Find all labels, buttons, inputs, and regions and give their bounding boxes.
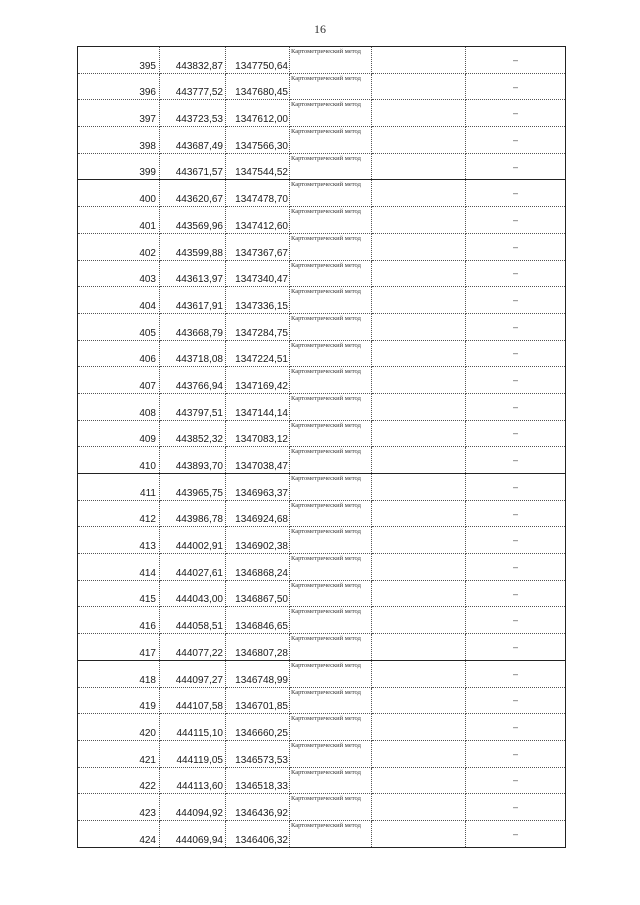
point-number-cell: 412 — [78, 500, 160, 527]
point-number-cell: 407 — [78, 367, 160, 394]
empty-cell — [372, 660, 466, 687]
note-cell: – — [466, 100, 566, 127]
empty-cell — [372, 233, 466, 260]
note-cell: – — [466, 180, 566, 207]
empty-cell — [372, 634, 466, 661]
point-number-cell: 418 — [78, 660, 160, 687]
point-number-cell: 410 — [78, 447, 160, 474]
empty-cell — [372, 740, 466, 767]
y-coordinate-cell: 1347680,45 — [226, 73, 290, 100]
note-cell: – — [466, 794, 566, 821]
table-row — [78, 260, 566, 287]
table-row — [78, 687, 566, 714]
empty-cell — [372, 100, 466, 127]
table-row — [78, 73, 566, 100]
note-cell: – — [466, 233, 566, 260]
empty-cell — [372, 580, 466, 607]
x-coordinate-cell: 444107,58 — [160, 687, 226, 714]
y-coordinate-cell: 1347750,64 — [226, 47, 290, 74]
x-coordinate-cell: 443718,08 — [160, 340, 226, 367]
table-row — [78, 767, 566, 794]
note-cell: – — [466, 714, 566, 741]
x-coordinate-cell: 443599,88 — [160, 233, 226, 260]
empty-cell — [372, 287, 466, 314]
table-row — [78, 233, 566, 260]
method-cell: Картометрический метод — [290, 607, 372, 634]
y-coordinate-cell: 1347144,14 — [226, 393, 290, 420]
x-coordinate-cell: 444097,27 — [160, 660, 226, 687]
empty-cell — [372, 820, 466, 847]
x-coordinate-cell: 443852,32 — [160, 420, 226, 447]
x-coordinate-cell: 444077,22 — [160, 634, 226, 661]
point-number-cell: 409 — [78, 420, 160, 447]
empty-cell — [372, 153, 466, 180]
method-cell: Картометрический метод — [290, 180, 372, 207]
x-coordinate-cell: 444027,61 — [160, 554, 226, 581]
y-coordinate-cell: 1346518,33 — [226, 767, 290, 794]
note-cell: – — [466, 554, 566, 581]
point-number-cell: 405 — [78, 313, 160, 340]
empty-cell — [372, 527, 466, 554]
table-row — [78, 500, 566, 527]
x-coordinate-cell: 443893,70 — [160, 447, 226, 474]
empty-cell — [372, 367, 466, 394]
table-row — [78, 527, 566, 554]
point-number-cell: 398 — [78, 127, 160, 154]
x-coordinate-cell: 443797,51 — [160, 393, 226, 420]
x-coordinate-cell: 444043,00 — [160, 580, 226, 607]
x-coordinate-cell: 443766,94 — [160, 367, 226, 394]
y-coordinate-cell: 1346701,85 — [226, 687, 290, 714]
point-number-cell: 417 — [78, 634, 160, 661]
point-number-cell: 396 — [78, 73, 160, 100]
table-row — [78, 153, 566, 180]
table-row — [78, 47, 566, 74]
x-coordinate-cell: 443723,53 — [160, 100, 226, 127]
x-coordinate-cell: 443671,57 — [160, 153, 226, 180]
method-cell: Картометрический метод — [290, 527, 372, 554]
point-number-cell: 402 — [78, 233, 160, 260]
method-cell: Картометрический метод — [290, 367, 372, 394]
empty-cell — [372, 554, 466, 581]
x-coordinate-cell: 444115,10 — [160, 714, 226, 741]
table-row — [78, 100, 566, 127]
method-cell: Картометрический метод — [290, 260, 372, 287]
empty-cell — [372, 47, 466, 74]
point-number-cell: 419 — [78, 687, 160, 714]
y-coordinate-cell: 1347038,47 — [226, 447, 290, 474]
note-cell: – — [466, 287, 566, 314]
note-cell: – — [466, 500, 566, 527]
note-cell: – — [466, 634, 566, 661]
method-cell: Картометрический метод — [290, 287, 372, 314]
table-row — [78, 420, 566, 447]
x-coordinate-cell: 443620,67 — [160, 180, 226, 207]
point-number-cell: 408 — [78, 393, 160, 420]
note-cell: – — [466, 393, 566, 420]
point-number-cell: 414 — [78, 554, 160, 581]
y-coordinate-cell: 1346902,38 — [226, 527, 290, 554]
table-row — [78, 607, 566, 634]
method-cell: Картометрический метод — [290, 313, 372, 340]
empty-cell — [372, 207, 466, 234]
method-cell: Картометрический метод — [290, 207, 372, 234]
y-coordinate-cell: 1347478,70 — [226, 180, 290, 207]
point-number-cell: 400 — [78, 180, 160, 207]
point-number-cell: 401 — [78, 207, 160, 234]
empty-cell — [372, 474, 466, 501]
y-coordinate-cell: 1347340,47 — [226, 260, 290, 287]
note-cell: – — [466, 660, 566, 687]
note-cell: – — [466, 260, 566, 287]
table-row — [78, 580, 566, 607]
point-number-cell: 406 — [78, 340, 160, 367]
y-coordinate-cell: 1347566,30 — [226, 127, 290, 154]
point-number-cell: 399 — [78, 153, 160, 180]
x-coordinate-cell: 443617,91 — [160, 287, 226, 314]
x-coordinate-cell: 444002,91 — [160, 527, 226, 554]
x-coordinate-cell: 444119,05 — [160, 740, 226, 767]
point-number-cell: 395 — [78, 47, 160, 74]
coordinates-table — [77, 46, 566, 848]
empty-cell — [372, 393, 466, 420]
point-number-cell: 397 — [78, 100, 160, 127]
method-cell: Картометрический метод — [290, 767, 372, 794]
note-cell: – — [466, 767, 566, 794]
point-number-cell: 411 — [78, 474, 160, 501]
note-cell: – — [466, 153, 566, 180]
y-coordinate-cell: 1346846,65 — [226, 607, 290, 634]
y-coordinate-cell: 1347367,67 — [226, 233, 290, 260]
table-row — [78, 367, 566, 394]
y-coordinate-cell: 1347544,52 — [226, 153, 290, 180]
x-coordinate-cell: 443613,97 — [160, 260, 226, 287]
method-cell: Картометрический метод — [290, 580, 372, 607]
empty-cell — [372, 767, 466, 794]
x-coordinate-cell: 444094,92 — [160, 794, 226, 821]
note-cell: – — [466, 447, 566, 474]
method-cell: Картометрический метод — [290, 100, 372, 127]
y-coordinate-cell: 1346573,53 — [226, 740, 290, 767]
x-coordinate-cell: 444113,60 — [160, 767, 226, 794]
method-cell: Картометрический метод — [290, 820, 372, 847]
method-cell: Картометрический метод — [290, 500, 372, 527]
table-row — [78, 393, 566, 420]
method-cell: Картометрический метод — [290, 420, 372, 447]
empty-cell — [372, 313, 466, 340]
empty-cell — [372, 794, 466, 821]
note-cell: – — [466, 127, 566, 154]
note-cell: – — [466, 313, 566, 340]
note-cell: – — [466, 527, 566, 554]
method-cell: Картометрический метод — [290, 47, 372, 74]
method-cell: Картометрический метод — [290, 393, 372, 420]
empty-cell — [372, 607, 466, 634]
table-row — [78, 207, 566, 234]
empty-cell — [372, 714, 466, 741]
table-row — [78, 313, 566, 340]
y-coordinate-cell: 1346660,25 — [226, 714, 290, 741]
method-cell: Картометрический метод — [290, 634, 372, 661]
table-row — [78, 554, 566, 581]
method-cell: Картометрический метод — [290, 73, 372, 100]
y-coordinate-cell: 1346867,50 — [226, 580, 290, 607]
note-cell: – — [466, 820, 566, 847]
point-number-cell: 424 — [78, 820, 160, 847]
y-coordinate-cell: 1346406,32 — [226, 820, 290, 847]
method-cell: Картометрический метод — [290, 474, 372, 501]
empty-cell — [372, 340, 466, 367]
table-row — [78, 127, 566, 154]
page-number: 16 — [314, 22, 326, 36]
empty-cell — [372, 127, 466, 154]
table-row — [78, 180, 566, 207]
y-coordinate-cell: 1346924,68 — [226, 500, 290, 527]
empty-cell — [372, 73, 466, 100]
x-coordinate-cell: 443965,75 — [160, 474, 226, 501]
method-cell: Картометрический метод — [290, 794, 372, 821]
note-cell: – — [466, 207, 566, 234]
table-row — [78, 660, 566, 687]
table-row — [78, 474, 566, 501]
y-coordinate-cell: 1347083,12 — [226, 420, 290, 447]
method-cell: Картометрический метод — [290, 740, 372, 767]
y-coordinate-cell: 1347612,00 — [226, 100, 290, 127]
y-coordinate-cell: 1346868,24 — [226, 554, 290, 581]
y-coordinate-cell: 1347336,15 — [226, 287, 290, 314]
method-cell: Картометрический метод — [290, 233, 372, 260]
empty-cell — [372, 500, 466, 527]
method-cell: Картометрический метод — [290, 714, 372, 741]
note-cell: – — [466, 607, 566, 634]
point-number-cell: 421 — [78, 740, 160, 767]
x-coordinate-cell: 444069,94 — [160, 820, 226, 847]
point-number-cell: 413 — [78, 527, 160, 554]
method-cell: Картометрический метод — [290, 340, 372, 367]
note-cell: – — [466, 420, 566, 447]
note-cell: – — [466, 340, 566, 367]
x-coordinate-cell: 444058,51 — [160, 607, 226, 634]
empty-cell — [372, 180, 466, 207]
point-number-cell: 416 — [78, 607, 160, 634]
x-coordinate-cell: 443569,96 — [160, 207, 226, 234]
y-coordinate-cell: 1346963,37 — [226, 474, 290, 501]
point-number-cell: 422 — [78, 767, 160, 794]
note-cell: – — [466, 73, 566, 100]
x-coordinate-cell: 443687,49 — [160, 127, 226, 154]
y-coordinate-cell: 1347169,42 — [226, 367, 290, 394]
table-row — [78, 820, 566, 847]
x-coordinate-cell: 443668,79 — [160, 313, 226, 340]
table-row — [78, 794, 566, 821]
method-cell: Картометрический метод — [290, 554, 372, 581]
y-coordinate-cell: 1346436,92 — [226, 794, 290, 821]
coordinates-table-body — [78, 47, 566, 848]
table-row — [78, 634, 566, 661]
empty-cell — [372, 687, 466, 714]
note-cell: – — [466, 687, 566, 714]
x-coordinate-cell: 443986,78 — [160, 500, 226, 527]
note-cell: – — [466, 740, 566, 767]
empty-cell — [372, 420, 466, 447]
empty-cell — [372, 447, 466, 474]
x-coordinate-cell: 443832,87 — [160, 47, 226, 74]
point-number-cell: 423 — [78, 794, 160, 821]
note-cell: – — [466, 580, 566, 607]
y-coordinate-cell: 1347224,51 — [226, 340, 290, 367]
table-row — [78, 714, 566, 741]
note-cell: – — [466, 474, 566, 501]
point-number-cell: 420 — [78, 714, 160, 741]
table-row — [78, 447, 566, 474]
method-cell: Картометрический метод — [290, 127, 372, 154]
note-cell: – — [466, 47, 566, 74]
x-coordinate-cell: 443777,52 — [160, 73, 226, 100]
empty-cell — [372, 260, 466, 287]
y-coordinate-cell: 1347412,60 — [226, 207, 290, 234]
y-coordinate-cell: 1347284,75 — [226, 313, 290, 340]
method-cell: Картометрический метод — [290, 153, 372, 180]
point-number-cell: 403 — [78, 260, 160, 287]
point-number-cell: 404 — [78, 287, 160, 314]
y-coordinate-cell: 1346748,99 — [226, 660, 290, 687]
table-row — [78, 287, 566, 314]
note-cell: – — [466, 367, 566, 394]
y-coordinate-cell: 1346807,28 — [226, 634, 290, 661]
table-row — [78, 340, 566, 367]
point-number-cell: 415 — [78, 580, 160, 607]
method-cell: Картометрический метод — [290, 660, 372, 687]
method-cell: Картометрический метод — [290, 687, 372, 714]
method-cell: Картометрический метод — [290, 447, 372, 474]
table-row — [78, 740, 566, 767]
